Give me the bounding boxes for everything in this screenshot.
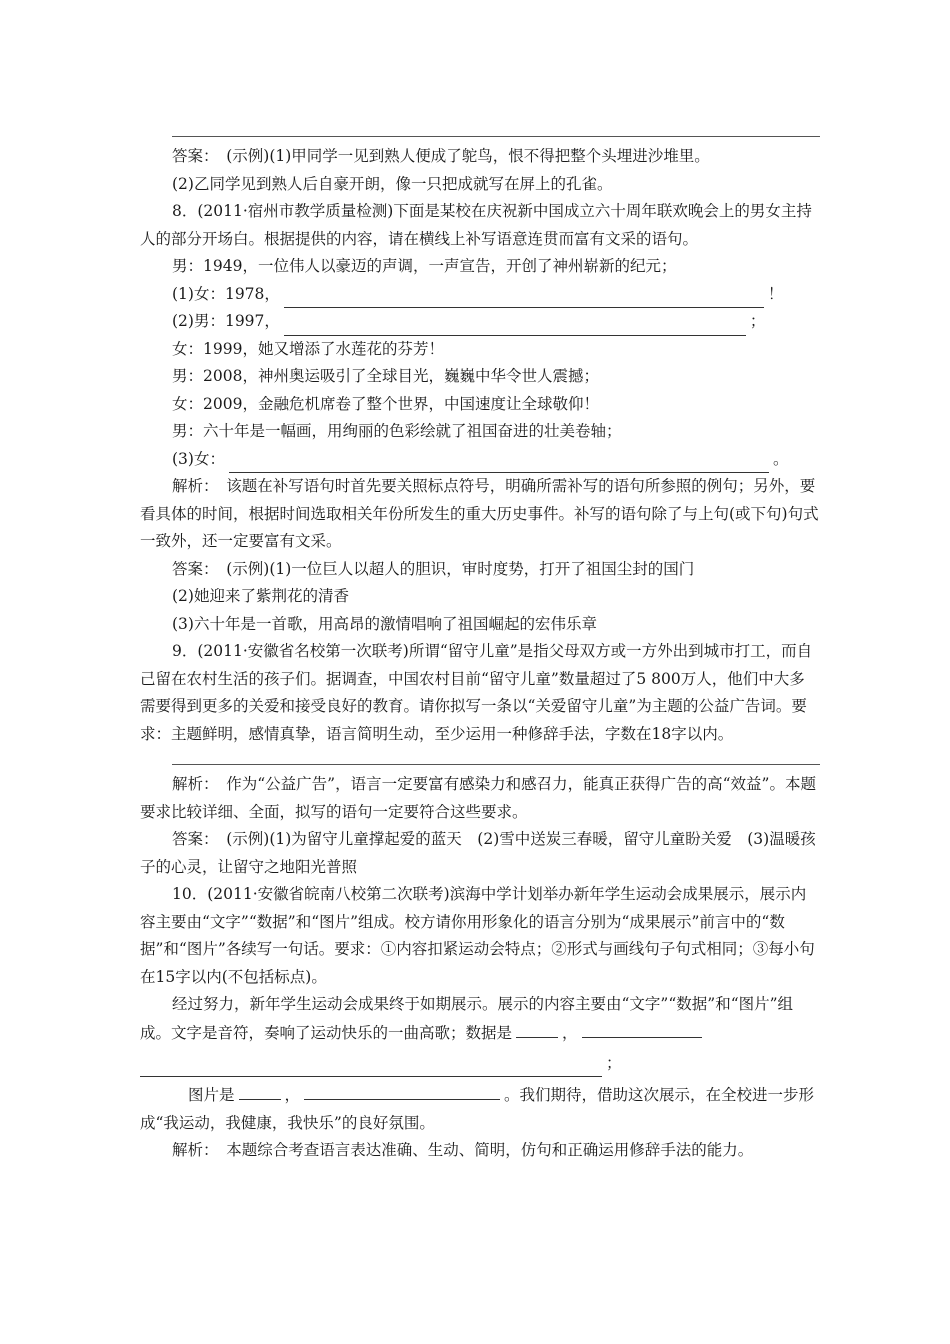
blank-3-label: (3)女： <box>172 449 225 468</box>
question-8-line-male-2008: 男：2008，神州奥运吸引了全球目光，巍巍中华令世人震撼； <box>172 367 599 385</box>
passage-text-a: 经过努力，新年学生运动会成果终于如期展示。展示的内容主要由“文字”“数据”和“图片”组成。文字是音符，奏响了运动快乐的一曲高歌；数据是 <box>140 995 794 1042</box>
question-8-line-female-2009: 女：2009，金融危机席卷了整个世界，中国速度让全球敬仰！ <box>172 394 599 413</box>
data-long-blank[interactable] <box>582 1019 702 1038</box>
question-10-picture-line <box>140 1081 820 1137</box>
question-9-analysis: 解析： 作为“公益广告”，语言一定要富有感染力和感召力，能真正获得广告的高“效益”。本题要求比较详细、全面，拟写的语句一定要符合这些要求。 <box>140 775 816 821</box>
picture-short-blank[interactable] <box>239 1081 281 1100</box>
blank-1-line[interactable] <box>284 289 764 308</box>
blank-1-end: ！ <box>767 284 784 303</box>
blank-1-label: (1)女：1978， <box>172 284 280 303</box>
answer-line[interactable] <box>172 136 820 137</box>
picture-long-blank[interactable] <box>304 1081 500 1100</box>
question-10-continuation-row <box>140 1047 820 1077</box>
data-continuation-blank[interactable] <box>140 1058 602 1077</box>
question-8-analysis: 解析： 该题在补写语句时首先要关照标点符号，明确所需补写的语句所参照的例句；另外，要看具体的时间，根据时间选取相关年份所发生的重大历史事件。补写的语句除了与上句(或下句)句式一致外，还一定要富有文采。 <box>140 477 819 550</box>
answer-line[interactable] <box>172 764 820 765</box>
blank-3-line[interactable] <box>229 454 769 473</box>
question-10-analysis: 解析： 本题综合考查语言表达准确、生动、简明，仿句和正确运用修辞手法的能力。 <box>172 1141 754 1159</box>
answer-7-line-2: (2)乙同学见到熟人后自豪开朗，像一只把成就写在屏上的孔雀。 <box>172 174 613 193</box>
question-8-blank-3-row <box>140 446 820 474</box>
semicolon: ； <box>606 1053 622 1072</box>
question-8-male-1: 男：1949，一位伟人以豪迈的声调，一声宣告，开创了神州崭新的纪元； <box>172 257 677 275</box>
question-10-passage <box>140 991 820 1047</box>
question-8-answer-2: (2)她迎来了紫荆花的清香 <box>172 587 349 605</box>
question-8-line-female-1999: 女：1999，她又增添了水莲花的芬芳！ <box>172 339 444 358</box>
blank-2-end: ； <box>749 312 766 330</box>
answer-7-line-1: 答案： (示例)(1)甲同学一见到熟人便成了鸵鸟，恨不得把整个头埋进沙堆里。 <box>172 147 710 165</box>
question-8-answer-3: (3)六十年是一首歌，用高昂的激情唱响了祖国崛起的宏伟乐章 <box>172 614 597 633</box>
question-8-answer-1: 答案： (示例)(1)一位巨人以超人的胆识，审时度势，打开了祖国尘封的国门 <box>172 559 695 578</box>
picture-label: 图片是 <box>188 1086 235 1104</box>
comma: ， <box>562 1023 578 1042</box>
document-content <box>140 128 820 1165</box>
passage-text-b: 。我们期待，借助这次展示，在全校进一步形成“我运动，我健康，我快乐”的良好氛围。 <box>140 1086 815 1132</box>
data-short-blank[interactable] <box>516 1019 558 1038</box>
comma: ， <box>284 1086 301 1104</box>
question-9-answer: 答案： (示例)(1)为留守儿童撑起爱的蓝天 (2)雪中送炭三春暖，留守儿童盼关爱 (3)温暖孩子的心灵，让留守之地阳光普照 <box>140 830 816 876</box>
blank-2-label: (2)男：1997， <box>172 312 280 330</box>
question-8-blank-1-row <box>140 281 820 309</box>
question-8-stem: 8．(2011·宿州市教学质量检测)下面是某校在庆祝新中国成立六十周年联欢晚会上的男女主持人的部分开场白。根据提供的内容，请在横线上补写语意连贯而富有文采的语句。 <box>140 202 812 248</box>
question-10-stem: 10．(2011·安徽省皖南八校第二次联考)滨海中学计划举办新年学生运动会成果展示，展示内容主要由“文字”“数据”和“图片”组成。校方请你用形象化的语言分别为“成果展示”前言中的“数据”和“图片”各续写一句话。要求：①内容扣紧运动会特点；②形式与画线句子句式相同；③每小句在15字以内(不包括标点)。 <box>140 885 815 986</box>
blank-3-end: 。 <box>772 449 789 468</box>
question-9-stem: 9．(2011·安徽省名校第一次联考)所谓“留守儿童”是指父母双方或一方外出到城市打工，而自己留在农村生活的孩子们。据调查，中国农村目前“留守儿童”数量超过了5 800万人，他们中大多需要得到更多的关爱和接受良好的教育。请你拟写一条以“关爱留守儿童”为主题的公益广告词。要求：主题鲜明，感情真挚，语言简明生动，至少运用一种修辞手法，字数在18字以内。 <box>140 642 813 743</box>
question-8-blank-2-row <box>140 308 820 336</box>
blank-2-line[interactable] <box>284 317 746 336</box>
question-8-line-male-sixty: 男：六十年是一幅画，用绚丽的色彩绘就了祖国奋进的壮美卷轴； <box>172 422 622 440</box>
